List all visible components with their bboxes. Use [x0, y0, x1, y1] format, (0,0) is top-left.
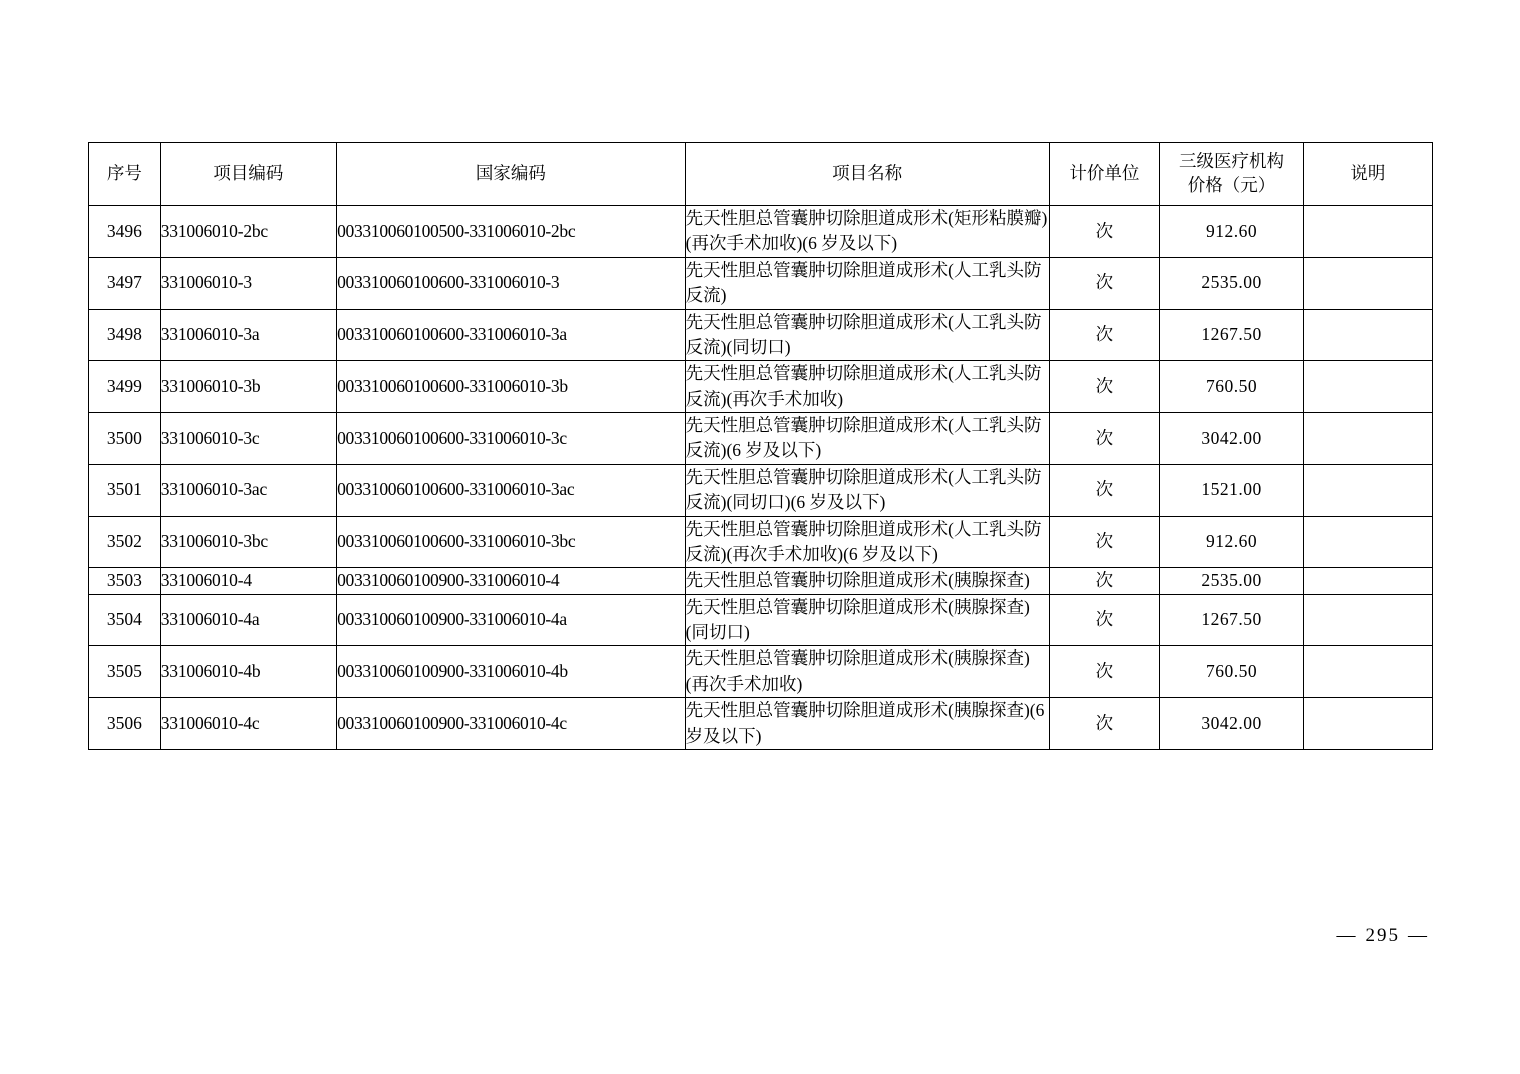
cell-note	[1303, 361, 1432, 413]
cell-price: 2535.00	[1160, 568, 1304, 594]
cell-code: 331006010-3a	[160, 309, 336, 361]
cell-note	[1303, 594, 1432, 646]
table-row	[89, 361, 1433, 413]
cell-code: 331006010-4c	[160, 698, 336, 750]
table-row	[89, 516, 1433, 568]
table-row	[89, 413, 1433, 465]
cell-seq: 3504	[89, 594, 161, 646]
cell-unit: 次	[1049, 568, 1160, 594]
cell-unit: 次	[1049, 206, 1160, 258]
header-price-line1: 三级医疗机构	[1179, 151, 1284, 172]
cell-seq: 3505	[89, 646, 161, 698]
cell-price: 1267.50	[1160, 594, 1304, 646]
header-unit: 计价单位	[1049, 143, 1160, 206]
cell-national-code: 003310060100600-331006010-3bc	[337, 516, 686, 568]
cell-code: 331006010-3c	[160, 413, 336, 465]
cell-code: 331006010-4b	[160, 646, 336, 698]
cell-unit: 次	[1049, 516, 1160, 568]
header-name: 项目名称	[685, 143, 1049, 206]
cell-national-code: 003310060100600-331006010-3c	[337, 413, 686, 465]
cell-code: 331006010-3	[160, 257, 336, 309]
cell-code: 331006010-3bc	[160, 516, 336, 568]
cell-seq: 3501	[89, 464, 161, 516]
cell-national-code: 003310060100600-331006010-3b	[337, 361, 686, 413]
cell-code: 331006010-4a	[160, 594, 336, 646]
cell-code: 331006010-3ac	[160, 464, 336, 516]
cell-code: 331006010-4	[160, 568, 336, 594]
cell-seq: 3498	[89, 309, 161, 361]
cell-seq: 3496	[89, 206, 161, 258]
cell-unit: 次	[1049, 464, 1160, 516]
cell-seq: 3502	[89, 516, 161, 568]
header-code: 项目编码	[160, 143, 336, 206]
cell-unit: 次	[1049, 594, 1160, 646]
page-marker-left: —	[1336, 925, 1358, 946]
cell-name: 先天性胆总管囊肿切除胆道成形术(人工乳头防反流)(再次手术加收)(6 岁及以下)	[685, 516, 1049, 568]
cell-note	[1303, 698, 1432, 750]
cell-note	[1303, 257, 1432, 309]
cell-national-code: 003310060100600-331006010-3ac	[337, 464, 686, 516]
cell-price: 3042.00	[1160, 413, 1304, 465]
table-row	[89, 464, 1433, 516]
cell-name: 先天性胆总管囊肿切除胆道成形术(人工乳头防反流)(同切口)(6 岁及以下)	[685, 464, 1049, 516]
cell-price: 1521.00	[1160, 464, 1304, 516]
table-header	[89, 143, 1433, 206]
cell-unit: 次	[1049, 309, 1160, 361]
page-footer	[0, 925, 1433, 947]
header-price-line2: 价格（元）	[1187, 175, 1276, 195]
cell-name: 先天性胆总管囊肿切除胆道成形术(胰腺探查)(再次手术加收)	[685, 646, 1049, 698]
header-seq: 序号	[89, 143, 161, 206]
cell-price: 1267.50	[1160, 309, 1304, 361]
cell-seq: 3506	[89, 698, 161, 750]
cell-price: 760.50	[1160, 361, 1304, 413]
price-table-container	[88, 142, 1433, 750]
header-price	[1160, 143, 1304, 206]
cell-name: 先天性胆总管囊肿切除胆道成形术(胰腺探查)	[685, 568, 1049, 594]
cell-note	[1303, 464, 1432, 516]
table-row	[89, 257, 1433, 309]
cell-unit: 次	[1049, 646, 1160, 698]
page-number: 295	[1365, 925, 1400, 946]
cell-name: 先天性胆总管囊肿切除胆道成形术(人工乳头防反流)(再次手术加收)	[685, 361, 1049, 413]
cell-national-code: 003310060100900-331006010-4	[337, 568, 686, 594]
cell-national-code: 003310060100600-331006010-3a	[337, 309, 686, 361]
cell-seq: 3499	[89, 361, 161, 413]
cell-note	[1303, 309, 1432, 361]
cell-seq: 3503	[89, 568, 161, 594]
cell-price: 2535.00	[1160, 257, 1304, 309]
cell-seq: 3500	[89, 413, 161, 465]
table-row	[89, 646, 1433, 698]
cell-national-code: 003310060100900-331006010-4b	[337, 646, 686, 698]
table-row	[89, 206, 1433, 258]
cell-price: 912.60	[1160, 206, 1304, 258]
cell-national-code: 003310060100600-331006010-3	[337, 257, 686, 309]
header-note: 说明	[1303, 143, 1432, 206]
cell-note	[1303, 206, 1432, 258]
page-marker-right: —	[1408, 925, 1429, 946]
cell-code: 331006010-2bc	[160, 206, 336, 258]
cell-note	[1303, 646, 1432, 698]
cell-name: 先天性胆总管囊肿切除胆道成形术(人工乳头防反流)(同切口)	[685, 309, 1049, 361]
cell-price: 912.60	[1160, 516, 1304, 568]
cell-name: 先天性胆总管囊肿切除胆道成形术(胰腺探查)(同切口)	[685, 594, 1049, 646]
table-row	[89, 698, 1433, 750]
cell-national-code: 003310060100900-331006010-4c	[337, 698, 686, 750]
cell-national-code: 003310060100900-331006010-4a	[337, 594, 686, 646]
table-header-row	[89, 143, 1433, 206]
cell-unit: 次	[1049, 361, 1160, 413]
cell-price: 760.50	[1160, 646, 1304, 698]
table-row	[89, 568, 1433, 594]
cell-note	[1303, 413, 1432, 465]
cell-unit: 次	[1049, 413, 1160, 465]
cell-name: 先天性胆总管囊肿切除胆道成形术(矩形粘膜瓣)(再次手术加收)(6 岁及以下)	[685, 206, 1049, 258]
table-row	[89, 594, 1433, 646]
cell-note	[1303, 568, 1432, 594]
cell-seq: 3497	[89, 257, 161, 309]
medical-service-price-table	[88, 142, 1433, 750]
cell-price: 3042.00	[1160, 698, 1304, 750]
cell-name: 先天性胆总管囊肿切除胆道成形术(人工乳头防反流)	[685, 257, 1049, 309]
cell-national-code: 003310060100500-331006010-2bc	[337, 206, 686, 258]
cell-unit: 次	[1049, 257, 1160, 309]
cell-unit: 次	[1049, 698, 1160, 750]
table-body	[89, 206, 1433, 750]
header-national-code: 国家编码	[337, 143, 686, 206]
cell-note	[1303, 516, 1432, 568]
table-row	[89, 309, 1433, 361]
cell-name: 先天性胆总管囊肿切除胆道成形术(胰腺探查)(6 岁及以下)	[685, 698, 1049, 750]
cell-code: 331006010-3b	[160, 361, 336, 413]
cell-name: 先天性胆总管囊肿切除胆道成形术(人工乳头防反流)(6 岁及以下)	[685, 413, 1049, 465]
